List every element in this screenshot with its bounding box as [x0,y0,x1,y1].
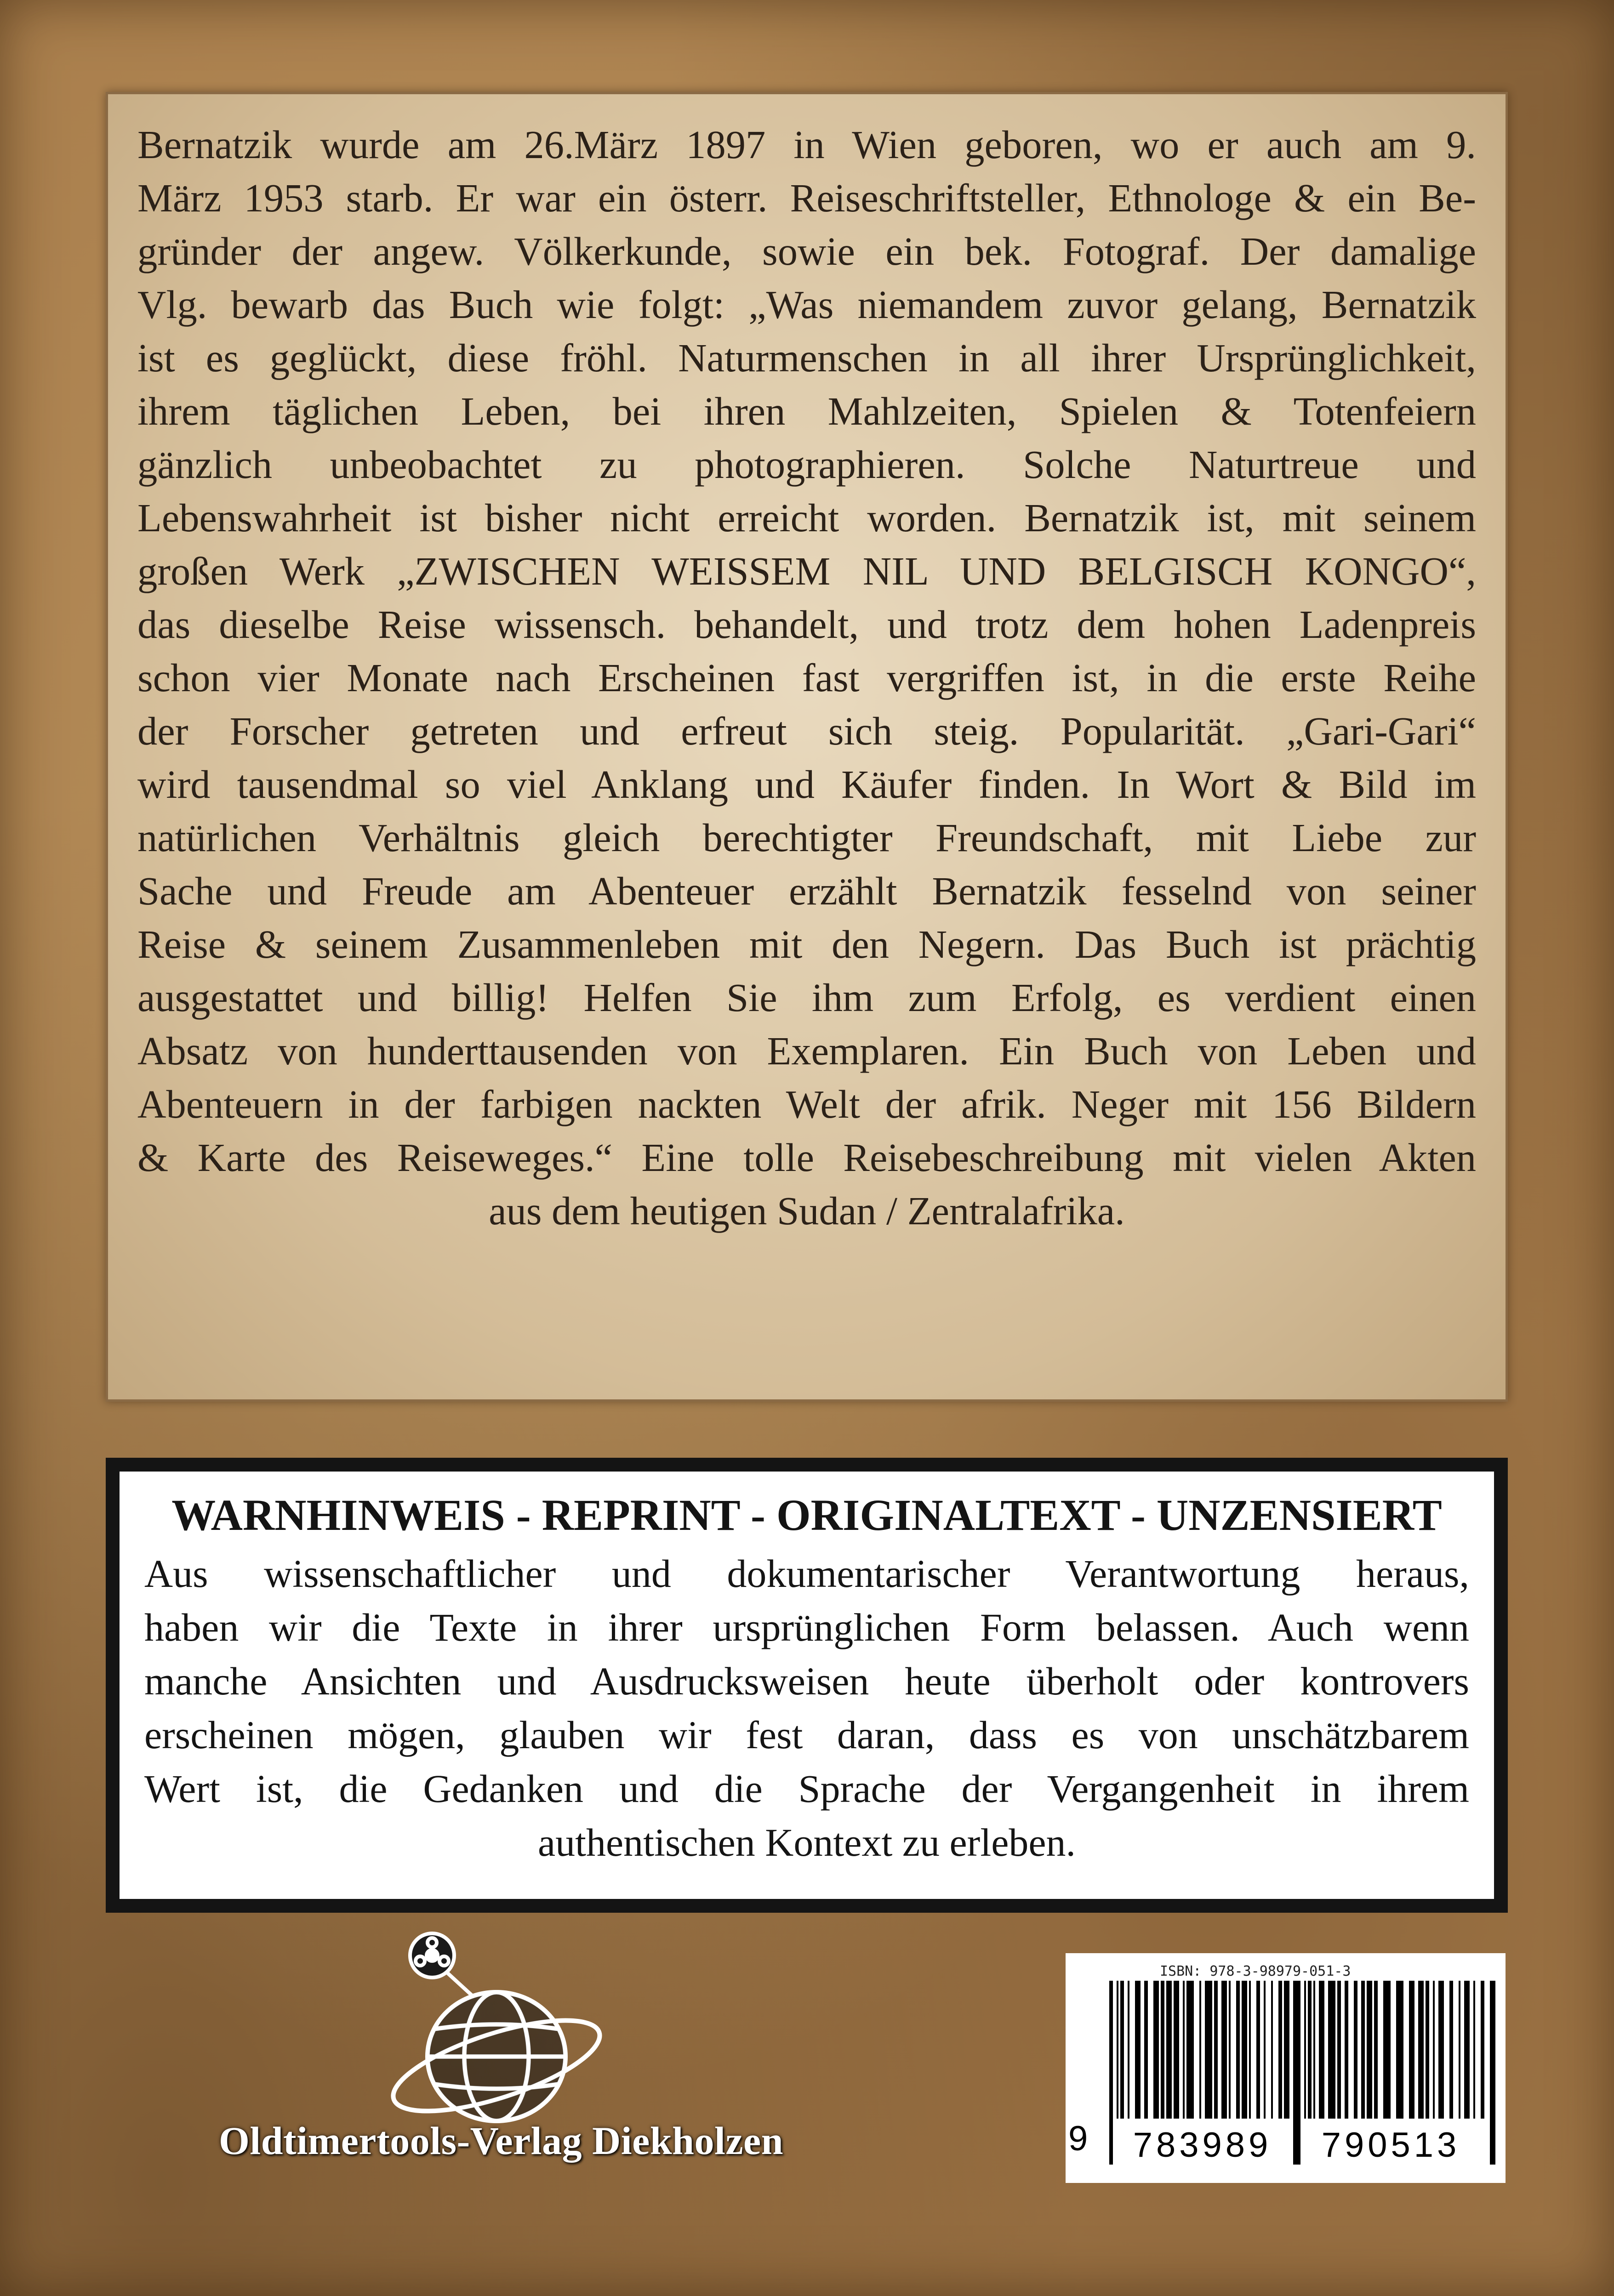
barcode-bar [1128,1981,1129,2119]
barcode-bar [1214,1981,1218,2119]
barcode-bar [1284,1981,1289,2119]
barcode-first-digit: 9 [1068,2119,1088,2158]
barcode-bar [1481,1981,1484,2119]
barcode-bar [1319,1981,1324,2119]
barcode-bar [1293,1981,1300,2165]
barcode-bar [1490,1981,1495,2165]
barcode-bar [1459,1981,1460,2119]
barcode-bar [1426,1981,1429,2119]
description-line: Vlg. bewarb das Buch wie folgt: „Was niemandem zuvor gelang, Bernatzik [137,283,1476,327]
description-line: der Forscher getreten und erfreut sich steig. Popularität. „Gari-Gari“ [137,709,1476,753]
barcode-bar [1144,1981,1148,2119]
barcode-bar [1229,1981,1231,2119]
description-line: wird tausendmal so viel Anklang und Käufer finden. In Wort & Bild im [137,762,1476,807]
publisher-logo-icon [382,1928,611,2144]
barcode-bar [1183,1981,1185,2119]
description-line: gänzlich unbeobachtet zu photographieren. Solche Naturtreue und [137,443,1476,487]
barcode-bar [1409,1981,1414,2119]
warning-box [106,1458,1508,1913]
barcode-bar [1236,1981,1240,2119]
barcode-bar [1249,1981,1251,2119]
barcode-bar [1304,1981,1306,2119]
warning-text [144,1547,1469,1816]
description-line: ihrem täglichen Leben, bei ihren Mahlzeiten, Spielen & Totenfeiern [137,389,1476,433]
barcode-bar [1308,1981,1312,2119]
description-line: ist es geglückt, diese fröhl. Naturmenschen in all ihrer Ursprünglichkeit, [137,336,1476,380]
description-line: natürlichen Verhältnis gleich berechtigter Freundschaft, mit Liebe zur [137,816,1476,860]
barcode-bar [1271,1981,1273,2119]
description-text [137,118,1476,1184]
description-line: März 1953 starb. Er war ein österr. Reiseschriftsteller, Ethnologe & ein Be- [137,176,1476,220]
barcode-bar [1186,1981,1194,2119]
barcode-bar [1345,1981,1348,2119]
description-line: Lebenswahrheit ist bisher nicht erreicht worden. Bernatzik ist, mit seinem [137,496,1476,540]
description-line: gründer der angew. Völkerkunde, sowie ein bek. Fotograf. Der damalige [137,229,1476,273]
barcode-bar [1120,1981,1124,2119]
barcode-bar [1174,1981,1179,2119]
barcode-bar [1166,1981,1172,2119]
barcode-bar [1242,1981,1247,2119]
barcode-bar [1153,1981,1159,2119]
barcode-bar [1337,1981,1341,2119]
description-line: schon vier Monate nach Erscheinen fast vergriffen ist, in die erste Reihe [137,656,1476,700]
barcode-bar [1449,1981,1453,2119]
barcode-bar [1433,1981,1435,2119]
barcode-bar [1464,1981,1470,2119]
barcode-bar [1313,1981,1315,2119]
barcode-bar [1205,1981,1212,2119]
barcode-bar [1361,1981,1365,2119]
barcode-left-digits: 783989 [1121,2122,1284,2177]
barcode-bar [1256,1981,1260,2119]
barcode-bar [1109,1981,1113,2165]
isbn-label: ISBN: 978-3-98979-051-3 [1160,1963,1351,1979]
warning-line: Aus wissenschaftlicher und dokumentarischer Verantwortung heraus, [144,1552,1469,1596]
description-line: & Karte des Reiseweges.“ Eine tolle Reisebeschreibung mit vielen Akten [137,1136,1476,1180]
barcode-bar [1374,1981,1378,2119]
description-panel [106,92,1508,1402]
isbn-barcode [1066,1953,1506,2183]
warning-line: haben wir die Texte in ihrer ursprünglichen Form belassen. Auch wenn [144,1605,1469,1649]
description-line: Abenteuern in der farbigen nackten Welt der afrik. Neger mit 156 Bildern [137,1082,1476,1126]
description-line: Reise & seinem Zusammenleben mit den Negern. Das Buch ist prächtig [137,922,1476,966]
description-line: großen Werk „ZWISCHEN WEISSEM NIL UND BELGISCH KONGO“, [137,549,1476,593]
barcode-right-digits: 790513 [1302,2122,1479,2177]
barcode-bar [1135,1981,1141,2119]
barcode-bar [1117,1981,1118,2119]
barcode-bar [1161,1981,1164,2119]
barcode-bar [1396,1981,1403,2119]
description-line: Absatz von hunderttausenden von Exemplaren. Ein Buch von Leben und [137,1029,1476,1073]
barcode-bar [1418,1981,1424,2119]
warning-last-line: authentischen Kontext zu erleben. [537,1820,1076,1864]
warning-line: erscheinen mögen, glauben wir fest daran, dass es von unschätzbarem [144,1713,1469,1757]
barcode-bar [1199,1981,1201,2119]
barcode-bar [1328,1981,1335,2119]
description-line: das dieselbe Reise wissensch. behandelt, und trotz dem hohen Ladenpreis [137,602,1476,647]
barcode-bar [1383,1981,1391,2119]
barcode-bar [1264,1981,1266,2119]
barcode-bar [1354,1981,1357,2119]
warning-line: Wert ist, die Gedanken und die Sprache der Vergangenheit in ihrem [144,1767,1469,1811]
barcode-bar [1473,1981,1475,2119]
warning-line: manche Ansichten und Ausdrucksweisen heute überholt oder kontrovers [144,1659,1469,1703]
barcode-bar [1278,1981,1282,2119]
publisher-name: Oldtimertools-Verlag Diekholzen [218,2119,784,2163]
warning-title: WARNHINWEIS - REPRINT - ORIGINALTEXT - UNZENSIERT [171,1490,1442,1540]
barcode-bar [1221,1981,1227,2119]
description-line: Bernatzik wurde am 26.März 1897 in Wien geboren, wo er auch am 9. [137,123,1476,167]
barcode-bar [1367,1981,1372,2119]
description-line: Sache und Freude am Abenteuer erzählt Bernatzik fesselnd von seiner [137,869,1476,913]
description-last-line: aus dem heutigen Sudan / Zentralafrika. [489,1189,1125,1233]
description-line: ausgestattet und billig! Helfen Sie ihm zum Erfolg, es verdient einen [137,976,1476,1020]
barcode-bar [1438,1981,1444,2119]
